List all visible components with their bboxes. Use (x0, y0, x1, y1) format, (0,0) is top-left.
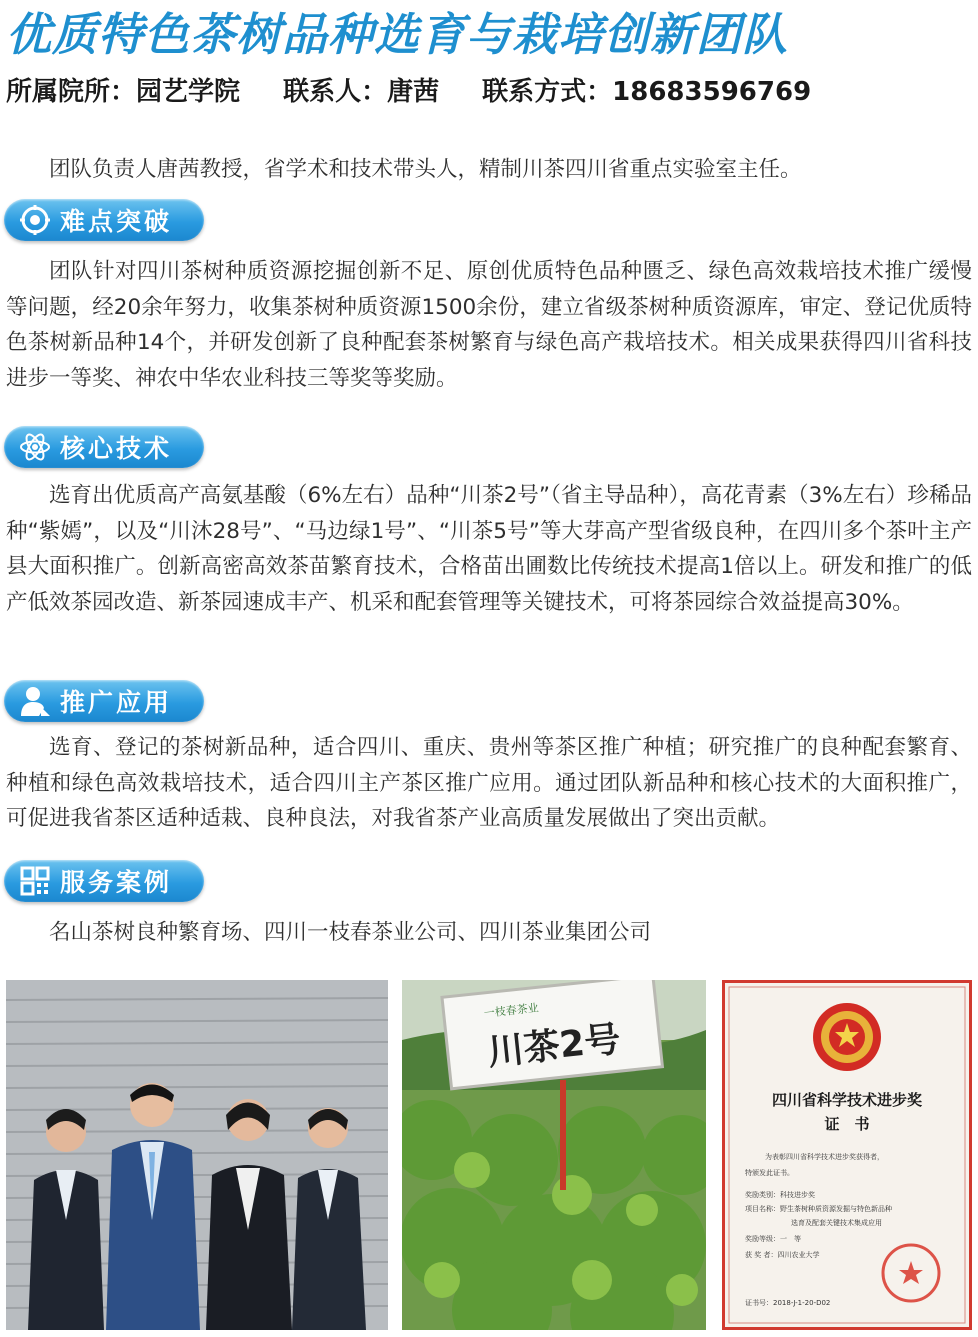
target-icon (18, 203, 52, 237)
certificate-line: 奖励类别：科技进步奖 (745, 1191, 815, 1199)
section-text-application: 选育、登记的茶树新品种，适合四川、重庆、贵州等茶区推广种植；研究推广的良种配套繁育、种植和绿色高效栽培技术，适合四川主产茶区推广应用。通过团队新品种和核心技术的大面积推广，可促进我省茶区适种适栽、良种良法，对我省茶产业高质量发展做出了突出贡献。 (6, 735, 972, 831)
certificate-line: 选育及配套关键技术集成应用 (791, 1219, 882, 1227)
institute-text: 所属院所：园艺学院 (6, 77, 241, 107)
certificate-line: 项目名称：野生茶树种质资源发掘与特色新品种 (745, 1205, 892, 1213)
certificate-line: 获 奖 者：四川农业大学 (745, 1251, 820, 1259)
certificate-subtitle: 证 书 (824, 1115, 870, 1133)
atom-icon (18, 430, 52, 464)
section-header-breakthrough (4, 199, 204, 241)
certificate-number: 证书号：2018-J-1-20-D02 (745, 1299, 831, 1307)
sign-variety-name: 川茶2号 (485, 1019, 623, 1074)
certificate-line: 特颁发此证书。 (745, 1169, 794, 1177)
official-seal-icon (883, 1245, 939, 1301)
section-title: 服务案例 (60, 868, 173, 897)
section-text-breakthrough: 团队针对四川茶树种质资源挖掘创新不足、原创优质特色品种匮乏、绿色高效栽培技术推广缓慢等问题，经20余年努力，收集茶树种质资源1500余份，建立省级茶树种质资源库，审定、登记优质特色茶树新品种14个，并研发创新了良种配套茶树繁育与绿色高产栽培技术。相关成果获得四川省科技进步一等奖、神农中华农业科技三等奖等奖励。 (6, 259, 972, 391)
certificate-line: 为表彰四川省科学技术进步奖获得者， (765, 1153, 884, 1161)
person-icon (18, 684, 52, 718)
section-title: 推广应用 (60, 688, 173, 717)
section-header-core-tech (4, 426, 204, 468)
contact-info (6, 72, 974, 112)
section-title: 核心技术 (60, 434, 173, 463)
award-certificate-photo (722, 980, 972, 1330)
team-photo (6, 980, 388, 1330)
phone-text: 联系方式：18683596769 (482, 77, 812, 107)
certificate-line: 奖励等级：一 等 (745, 1235, 801, 1243)
contact-person-text: 联系人：唐茜 (283, 77, 440, 107)
grid-icon (18, 864, 52, 898)
section-text-core-tech: 选育出优质高产高氨基酸（6%左右）品种“川茶2号”（省主导品种），高花青素（3%左右）珍稀品种“紫嫣”，以及“川沐28号”、“马边绿1号”、“川茶5号”等大芽高产型省级良种，在四川多个茶叶主产县大面积推广。创新高密高效茶苗繁育技术，合格苗出圃数比传统技术提高1倍以上。研发和推广的低产低效茶园改造、新茶园速成丰产、机采和配套管理等关键技术，可将茶园综合效益提高30%。 (6, 483, 972, 615)
section-title: 难点突破 (60, 207, 173, 236)
intro-paragraph: 团队负责人唐茜教授，省学术和技术带头人，精制川茶四川省重点实验室主任。 (49, 157, 802, 182)
section-header-service-cases (4, 860, 204, 902)
national-emblem-icon (813, 1003, 881, 1071)
sign-brand: 一枝春茶业 (483, 1002, 540, 1020)
section-header-application (4, 680, 204, 722)
tea-field-photo (402, 980, 706, 1330)
certificate-title: 四川省科学技术进步奖 (771, 1091, 923, 1109)
section-text-service-cases: 名山茶树良种繁育场、四川一枝春茶业公司、四川茶业集团公司 (49, 920, 652, 945)
page-title: 优质特色茶树品种选育与栽培创新团队 (6, 8, 789, 61)
